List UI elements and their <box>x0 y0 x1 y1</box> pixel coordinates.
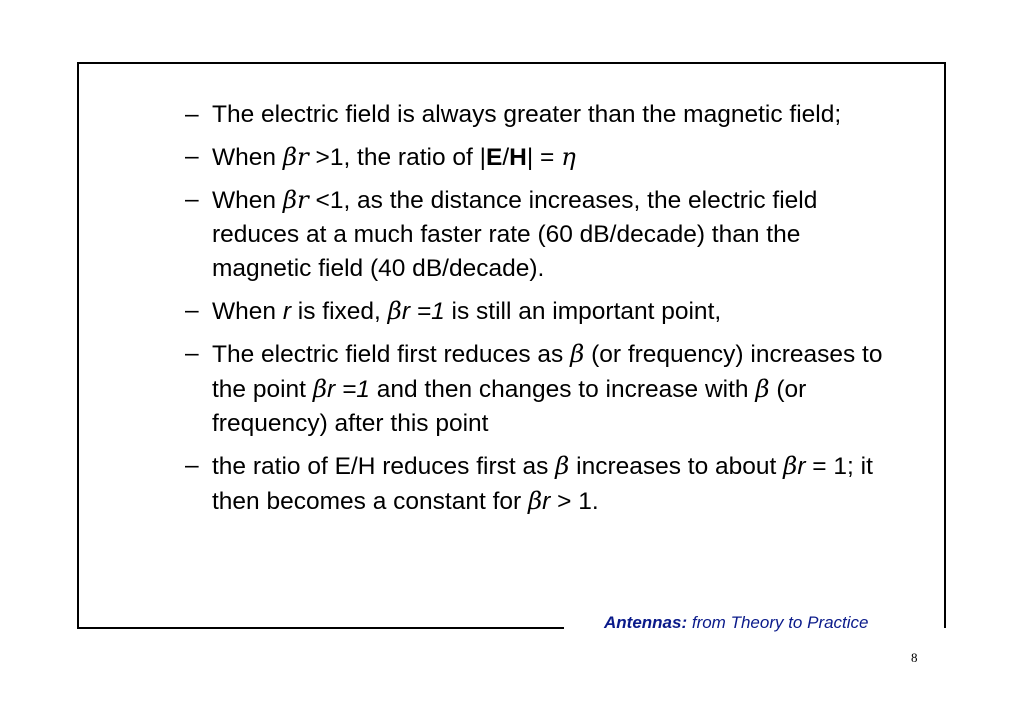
bullet-item <box>185 449 905 519</box>
bullet-text-segment: When <box>212 187 283 214</box>
slide-frame-top-border <box>77 62 946 64</box>
footer-title-bold: Antennas: <box>604 613 688 632</box>
slide-frame-left-border <box>77 62 79 629</box>
bullet-text-segment: β <box>555 451 570 480</box>
bullet-text-segment: increases to about <box>569 453 784 480</box>
bullet-text-segment: β <box>570 339 585 368</box>
bullet-text-segment: r =1 <box>401 298 445 325</box>
bullet-item <box>185 140 905 175</box>
bullet-text-segment: = 1; it then becomes a constant for <box>212 453 873 515</box>
bullet-item <box>185 337 905 441</box>
bullet-dash: – <box>185 143 199 170</box>
bullet-text-segment: <1, as the distance increases, the electric field reduces at a much faster rate (60 dB/decade) than the magnetic field (40 dB/decade). <box>212 187 818 282</box>
bullet-dash: – <box>185 101 199 128</box>
footer-book-title <box>604 613 869 633</box>
bullet-text-segment: H <box>509 144 527 171</box>
bullet-text-segment: r =1 <box>326 376 370 403</box>
bullet-item <box>185 98 905 132</box>
footer-title-rest: from Theory to Practice <box>687 613 869 632</box>
bullet-item <box>185 183 905 286</box>
bullet-text-segment: >1, the ratio of | <box>308 144 486 171</box>
bullet-item <box>185 294 905 329</box>
bullet-text-segment: β <box>755 374 770 403</box>
bullet-text-segment: βr <box>282 185 309 214</box>
bullet-text-segment: β <box>527 486 543 515</box>
bullet-text-segment: r <box>542 488 551 515</box>
bullet-text-segment: When <box>212 144 283 171</box>
bullet-text-segment: β <box>783 451 798 480</box>
bullet-text-segment: β <box>387 296 402 325</box>
bullet-text-segment: βr <box>282 142 309 171</box>
bullet-text-segment: r <box>797 453 806 480</box>
bullet-text-segment: When <box>212 298 283 325</box>
bullet-text-segment: η <box>561 142 576 171</box>
bullet-text-segment: r <box>282 298 291 325</box>
bullet-text-segment: the ratio of E/H reduces first as <box>212 453 556 480</box>
bullet-text-segment: E <box>486 144 503 171</box>
page-number: 8 <box>911 650 918 665</box>
bullet-text-segment: The electric field first reduces as <box>212 341 571 368</box>
bullet-text-segment: (or frequency) after this point <box>212 376 807 437</box>
slide-frame-right-border <box>944 62 946 628</box>
bullet-text-segment: / <box>502 144 510 171</box>
bullet-text-segment: > 1. <box>550 488 599 515</box>
slide-frame-bottom-border <box>77 627 564 629</box>
bullet-text-segment: is still an important point, <box>444 298 722 325</box>
bullet-dash: – <box>185 297 199 324</box>
bullet-text-segment: β <box>312 374 327 403</box>
bullet-list <box>185 98 905 527</box>
bullet-text-segment: and then changes to increase with <box>369 376 756 403</box>
bullet-text-segment: is fixed, <box>290 298 388 325</box>
bullet-text-segment: | = <box>526 144 562 171</box>
bullet-text-segment: The electric field is always greater than the magnetic field; <box>212 101 842 128</box>
bullet-text-segment: (or frequency) increases to the point <box>212 341 883 403</box>
bullet-dash: – <box>185 452 199 479</box>
bullet-dash: – <box>185 186 199 213</box>
bullet-dash: – <box>185 340 199 367</box>
